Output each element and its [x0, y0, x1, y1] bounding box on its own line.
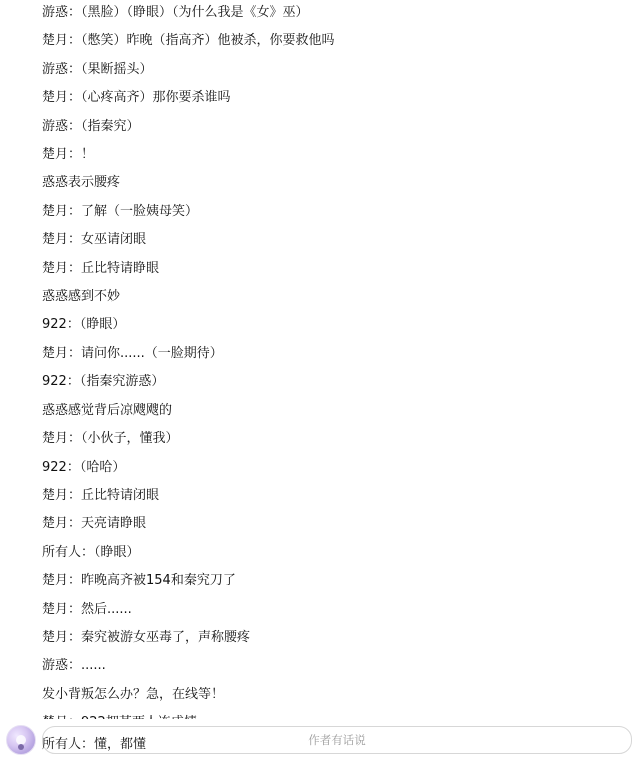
transcript-line: 游惑：......: [42, 658, 106, 674]
transcript-line: 游惑：（指秦究）: [42, 118, 140, 134]
transcript-line: 922：（指秦究游惑）: [42, 374, 165, 390]
transcript-line: 游惑：（黑脸）（睁眼）（为什么我是《女》巫）: [42, 5, 309, 20]
transcript-line: 楚月：天亮请睁眼: [42, 516, 147, 532]
transcript-line: 楚月：秦究被游女巫毒了，声称腰疼: [42, 629, 251, 645]
transcript-line: 游惑：（果断摇头）: [42, 61, 153, 77]
transcript-line: 楚月：丘比特请闭眼: [42, 487, 160, 503]
transcript-line: 所有人：懂，都懂: [42, 737, 147, 752]
transcript-line: 发小背叛怎么办？急，在线等！: [42, 686, 225, 702]
transcript-line: 楚月：！: [42, 147, 95, 163]
transcript-line: 楚月：了解（一脸姨母笑）: [42, 203, 199, 219]
transcript-line: 惑惑感觉背后凉飕飕的: [42, 402, 173, 418]
avatar-figure: [18, 744, 24, 750]
transcript-line: 楚月：然后......: [42, 601, 132, 617]
transcript-line: 楚月：丘比特请睁眼: [42, 260, 160, 276]
transcript-line: 惑惑表示腰疼: [42, 175, 121, 191]
avatar[interactable]: [6, 725, 36, 755]
transcript-line: 楚月：昨晚高齐被154和秦究刀了: [42, 573, 236, 589]
transcript-line: 楚月：（心疼高齐）那你要杀谁吗: [42, 90, 231, 106]
transcript-line: 922：（哈哈）: [42, 459, 126, 475]
transcript-line: 楚月：（小伙子，懂我）: [42, 431, 179, 447]
transcript-line: 楚月：（憋笑）昨晚（指高齐）他被杀，你要救他吗: [42, 33, 335, 49]
transcript-line: 惑惑感到不妙: [42, 289, 121, 305]
transcript-line: 所有人：（睁眼）: [42, 544, 140, 560]
transcript-line: 楚月：请问你......（一脸期待）: [42, 345, 223, 361]
transcript-line: 922：（睁眼）: [42, 317, 126, 333]
transcript-line: 楚月：女巫请闭眼: [42, 232, 147, 248]
chat-transcript: [42, 0, 602, 738]
author-note-input[interactable]: 作者有话说: [42, 726, 632, 754]
